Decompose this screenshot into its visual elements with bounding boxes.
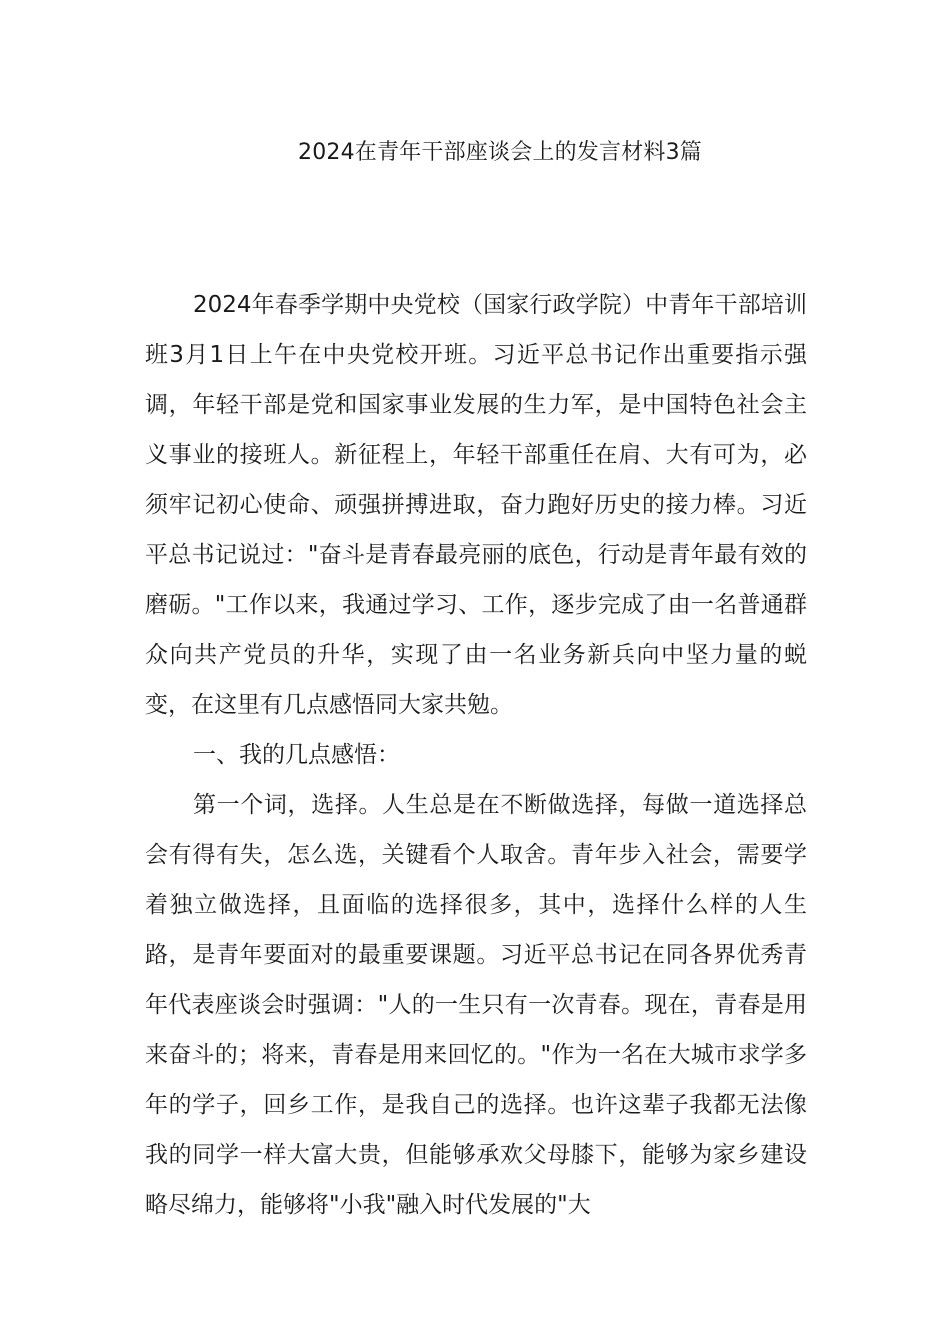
section-heading: 一、我的几点感悟： — [193, 742, 400, 768]
paragraph-choice: 第一个词，选择。人生总是在不断做选择，每做一道选择总会有得有失，怎么选，关键看个人取舍。青年步入社会，需要学着独立做选择，且面临的选择很多，其中，选择什么样的人生路，是青年要面对的最重要课题。习近平总书记在同各界优秀青年代表座谈会时强调："人的一生只有一次青春。现在，青春是用来奋斗的；将来，青春是用来回忆的。"作为一名在大城市求学多年的学子，回乡工作，是我自己的选择。也许这辈子我都无法像我的同学一样大富大贵，但能够承欢父母膝下，能够为家乡建设略尽绵力，能够将"小我"融入时代发展的"大 — [145, 792, 807, 1218]
document-body — [145, 280, 807, 1230]
paragraph-intro: 2024年春季学期中央党校（国家行政学院）中青年干部培训班3月1日上午在中央党校开班。习近平总书记作出重要指示强调，年轻干部是党和国家事业发展的生力军，是中国特色社会主义事业的接班人。新征程上，年轻干部重任在肩、大有可为，必须牢记初心使命、顽强拼搏进取，奋力跑好历史的接力棒。习近平总书记说过："奋斗是青春最亮丽的底色，行动是青年最有效的磨砺。"工作以来，我通过学习、工作，逐步完成了由一名普通群众向共产党员的升华，实现了由一名业务新兵向中坚力量的蜕变，在这里有几点感悟同大家共勉。 — [145, 292, 807, 718]
document-title: 2024在青年干部座谈会上的发言材料3篇 — [298, 140, 702, 165]
